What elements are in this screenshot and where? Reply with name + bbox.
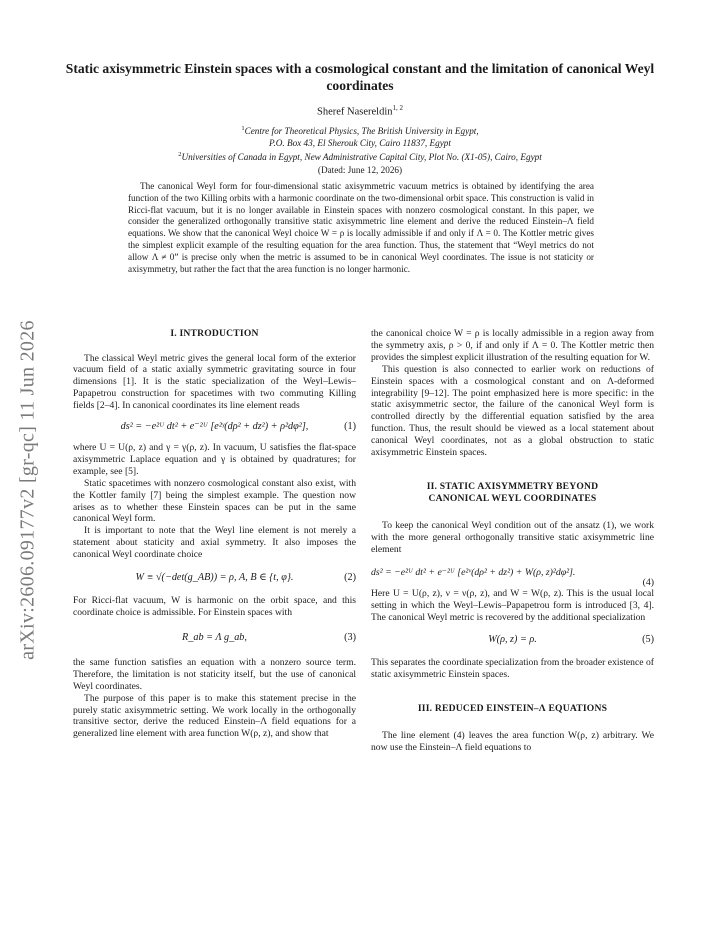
equation-4-number: (4) — [642, 576, 654, 588]
equation-1-number: (1) — [344, 421, 356, 433]
paragraph: where U = U(ρ, z) and γ = γ(ρ, z). In vacuum, U satisfies the flat-space axisymmetric Laplace equation and γ is obtained by quadratures; for example, see [5]. — [73, 442, 356, 477]
paragraph: It is important to note that the Weyl line element is not merely a statement about staticity and axial symmetry. It also imposes the canonical Weyl coordinate choice — [73, 525, 356, 561]
section-heading-line: CANONICAL WEYL COORDINATES — [428, 493, 597, 505]
paragraph: For Ricci-flat vacuum, W is harmonic on the orbit space, and this coordinate choice is admissible. For Einstein spaces with — [73, 595, 356, 618]
affiliation-1-line2: P.O. Box 43, El Sherouk City, Cairo 11837, Egypt — [269, 138, 451, 149]
equation-4 — [371, 560, 654, 586]
paper-title: Static axisymmetric Einstein spaces with a cosmological constant and the limitation of canonical Weyl coordinates — [65, 61, 655, 93]
section-heading-reduced-equations: III. REDUCED EINSTEIN–Λ EQUATIONS — [417, 703, 608, 715]
section-heading-introduction: I. INTRODUCTION — [170, 328, 259, 339]
paragraph: the canonical choice W = ρ is locally admissible in a region away from the symmetry axis, ρ > 0, if and only if Λ = 0. The Kottler metric then provides the simplest explicit illustration of the resulting equation for W. — [371, 328, 654, 363]
paragraph: Static spacetimes with nonzero cosmological constant also exist, with the Kottler family [7] being the simplest example. The question now arises as to whether these Einstein spaces can be put in the same canonical Weyl form. — [73, 477, 356, 525]
paragraph: This separates the coordinate specialization from the broader existence of static axisymmetric Einstein spaces. — [371, 657, 654, 681]
affiliation-2-mark: 2 — [178, 151, 182, 159]
section-heading-line: II. STATIC AXISYMMETRY BEYOND — [426, 480, 599, 492]
affiliation-1-line1 — [60, 123, 660, 137]
paragraph: The purpose of this paper is to make this statement precise in the purely static axisymmetric setting. We work locally in the orthogonally transitive sector, derive the reduced Einstein–Λ field equations for a generalized line element with area function W(ρ, z), and show that — [73, 692, 356, 740]
author-line — [60, 104, 660, 118]
equation-5-number: (5) — [642, 634, 654, 646]
left-column — [73, 328, 356, 740]
affiliation-2-text: Universities of Canada in Egypt, New Administrative Capital City, Plot No. (X1-05), Cairo, Egypt — [181, 152, 542, 163]
author-name: Sheref Nasereldin — [316, 106, 393, 118]
equation-3 — [73, 625, 356, 651]
section-heading-static-axisymmetry — [371, 481, 654, 506]
paragraph: The classical Weyl metric gives the general local form of the exterior vacuum field of a static axially symmetric gravitating source in four dimensions [1]. It is the static specialization of the Weyl–Lewis–Papapetrou construction for spacetimes with two commuting Killing fields [2–4]. In canonical coordinates its line element reads — [73, 352, 356, 412]
right-column — [371, 328, 654, 754]
equation-3-number: (3) — [344, 631, 356, 643]
dated-line: (Dated: June 12, 2026) — [317, 164, 403, 175]
author-affiliation-marks: 1, 2 — [392, 104, 403, 112]
affiliation-1-mark: 1 — [241, 125, 245, 132]
abstract: The canonical Weyl form for four-dimensional static axisymmetric vacuum metrics is obtained by identifying the area function of the two Killing orbits with a harmonic coordinate on the two-dimensional orbit space. This construction is valid in Ricci-flat vacuum, but it is no longer available in Einstein spaces with nonzero cosmological constant. In this paper, we consider the generalized orthogonally transitive static axisymmetric line element and derive the reduced Einstein–Λ field equations. We show that the canonical Weyl choice W = ρ is locally admissible if and only if Λ = 0. The Kottler metric gives the simplest explicit example of the resulting equation for the area function. Thus, the statement that “Weyl metrics do not allow Λ ≠ 0” is precise only when the metric is assumed to be in canonical Weyl coordinates. The issue is not staticity or axisymmetry, but rather the fact that the area function is no longer harmonic. — [128, 181, 594, 274]
equation-2-number: (2) — [344, 572, 356, 584]
equation-1-body: ds² = −e²ᵁ dt² + e⁻²ᵁ [e²ᵞ(dρ² + dz²) + ρ²dφ²], — [120, 421, 309, 433]
equation-2-body: W ≡ √(−det(g_AB)) = ρ, A, B ∈ {t, φ}. — [135, 572, 294, 584]
equation-5 — [371, 627, 654, 653]
paragraph: This question is also connected to earlier work on reductions of Einstein spaces with a cosmological constant and on Λ-deformed integrability [9–12]. The point emphasized here is more specific: in the static axisymmetric sector, the failure of the canonical Weyl form is controlled directly by the differential equation satisfied by the area function. Thus, the result should be viewed as a local statement about canonical Weyl coordinates, not as a global obstruction to static axisymmetric Einstein spaces. — [371, 363, 654, 459]
equation-2 — [73, 565, 356, 591]
affiliation-1-text: Centre for Theoretical Physics, The British University in Egypt, — [244, 126, 479, 137]
equation-3-body: R_ab = Λ g_ab, — [182, 631, 247, 643]
affiliation-2-line — [60, 149, 660, 163]
equation-4-body: ds² = −e²ᵁ dt² + e⁻²ᵁ [e²ᵛ(dρ² + dz²) + W(ρ, z)²dφ²]. — [371, 566, 576, 578]
equation-1 — [73, 414, 356, 440]
arxiv-identifier-stamp — [8, 300, 48, 680]
paragraph: The line element (4) leaves the area function W(ρ, z) arbitrary. We now use the Einstein–Λ field equations to — [371, 729, 654, 753]
arxiv-identifier-text: arXiv:2606.09177v2 [gr-qc] 11 Jun 2026 — [16, 320, 39, 660]
equation-5-body: W(ρ, z) = ρ. — [488, 634, 537, 646]
paragraph: the same function satisfies an equation with a nonzero source term. Therefore, the limitation is not staticity itself, but the use of canonical Weyl coordinates. — [73, 656, 356, 692]
paragraph: To keep the canonical Weyl condition out of the ansatz (1), we work with the more general orthogonally transitive static axisymmetric line element — [371, 519, 654, 555]
paragraph: Here U = U(ρ, z), ν = ν(ρ, z), and W = W(ρ, z). This is the usual local setting in which the Weyl–Lewis–Papapetrou form is introduced [3, 4]. The canonical Weyl metric is recovered by the additional specialization — [371, 587, 654, 623]
affiliations — [60, 123, 660, 176]
